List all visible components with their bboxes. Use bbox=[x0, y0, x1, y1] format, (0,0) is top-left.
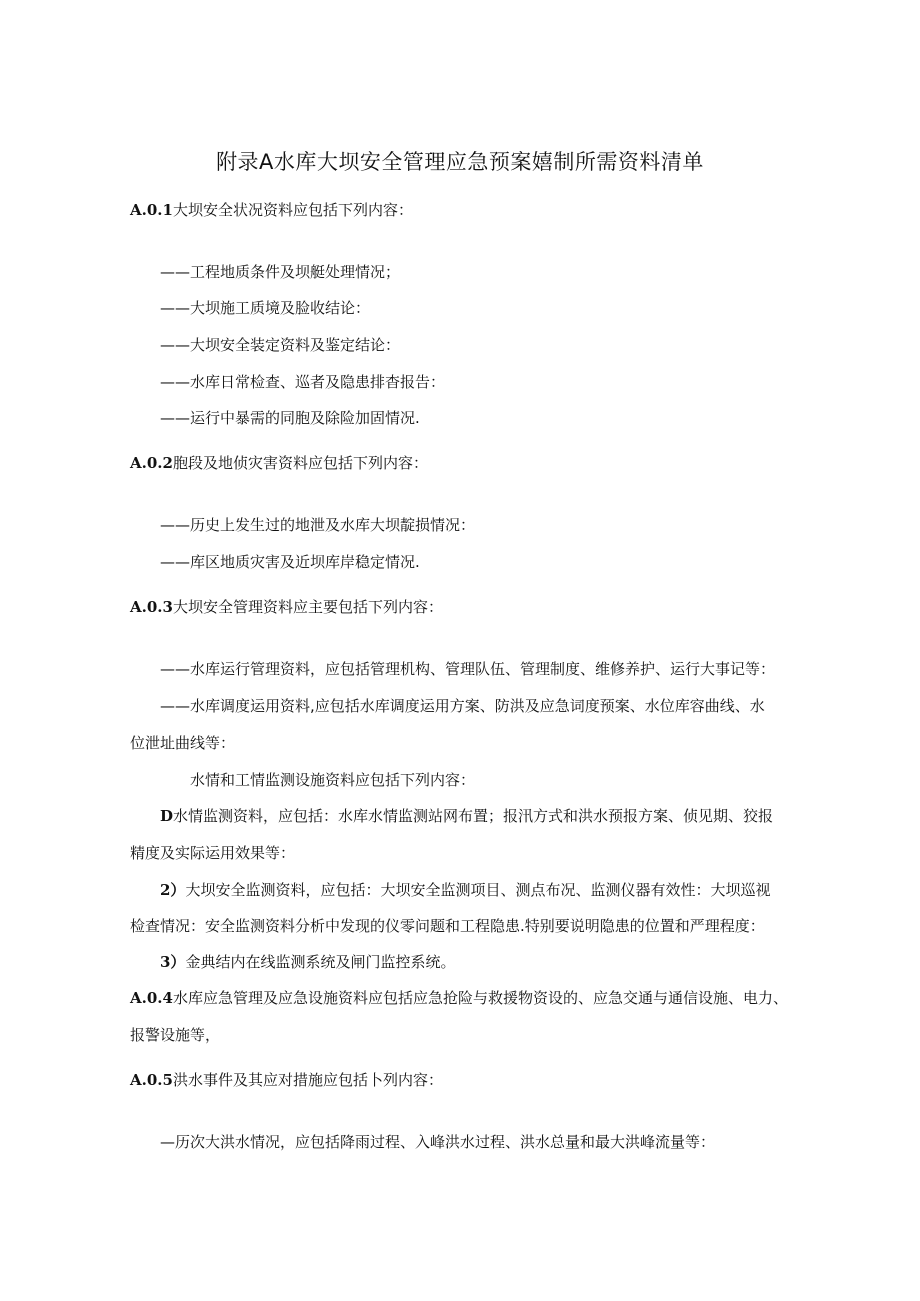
numbered-item-2 bbox=[160, 880, 770, 900]
list-item: ——运行中暴需的同胞及除险加固情况. bbox=[160, 409, 420, 427]
section-heading-a01 bbox=[130, 200, 413, 220]
section-heading-text: 水库应急管理及应急设施资料应包括应急抢险与救援物资设的、应急交通与通信设施、电力、 bbox=[172, 989, 788, 1007]
section-heading-continuation: 报警设施等， bbox=[130, 1026, 221, 1044]
item-text: 水情监测资料，应包括：水库水情监测站网布置；报汛方式和洪水预报方案、侦见期、狡报 bbox=[173, 807, 774, 825]
section-heading-text: 胞段及地侦灾害资料应包括下列内容： bbox=[172, 454, 428, 472]
list-item-continuation: 位泄址曲线等： bbox=[130, 734, 236, 752]
list-item: ——水库调度运用资料,应包括水库调度运用方案、防洪及应急词度预案、水位库容曲线、水 bbox=[160, 697, 765, 715]
section-heading-text: 洪水事件及其应对措施应包括卜列内容： bbox=[172, 1071, 443, 1089]
sub-heading: 水情和工情监测设施资料应包括下列内容： bbox=[190, 771, 476, 789]
list-item: ——水库日常检查、巡者及隐患排杳报告： bbox=[160, 373, 446, 391]
section-heading-text: 大坝安全管理资料应主要包括下列内容： bbox=[172, 598, 443, 616]
list-item: ——历史上发生过的地泄及水库大坝靛损情况： bbox=[160, 516, 476, 534]
section-code: A.0.5 bbox=[130, 1071, 173, 1089]
section-heading-a03 bbox=[130, 597, 443, 617]
numbered-item-1 bbox=[160, 806, 773, 826]
section-heading-a04 bbox=[130, 988, 788, 1008]
numbered-item-3 bbox=[160, 952, 455, 972]
list-item: ——库区地质灾害及近坝库岸稳定情况. bbox=[160, 553, 420, 571]
item-text: 大坝安全监测资料，应包括：大坝安全监测项目、测点布况、监测仪器有效性：大坝巡视 bbox=[185, 881, 771, 899]
section-code: A.0.4 bbox=[130, 989, 173, 1007]
item-text: 金典结内在线监测系统及闸门监控系统。 bbox=[185, 953, 456, 971]
numbered-item-1-cont: 精度及实际运用效果等： bbox=[130, 844, 296, 862]
section-code: A.0.2 bbox=[130, 454, 173, 472]
list-item: ——大坝安全装定资料及鉴定结论： bbox=[160, 336, 401, 354]
list-item: ——大坝施工质境及脸收结论： bbox=[160, 299, 371, 317]
list-item: ——工程地质条件及坝艇处理情况； bbox=[160, 263, 401, 281]
document-title: 附录A水库大坝安全管理应急预案嬉制所需资料清单 bbox=[216, 150, 704, 174]
numbered-item-2-cont: 检查情况：安全监测资料分析中发现的仪零问题和工程隐患.特别要说明隐患的位置和严理程度： bbox=[130, 917, 765, 935]
section-heading-text: 大坝安全状况资料应包括下列内容： bbox=[172, 201, 413, 219]
item-number: 2） bbox=[160, 881, 186, 899]
section-heading-a02 bbox=[130, 453, 428, 473]
section-code: A.0.1 bbox=[130, 201, 173, 219]
item-number: 3） bbox=[160, 953, 186, 971]
section-heading-a05 bbox=[130, 1070, 443, 1090]
section-code: A.0.3 bbox=[130, 598, 173, 616]
item-number: D bbox=[160, 807, 174, 825]
list-item: ——水库运行管理资料，应包括管理机构、管理队伍、管理制度、维修养护、运行大事记等： bbox=[160, 660, 776, 678]
list-item: —历次大洪水情况，应包括降雨过程、入峰洪水过程、洪水总量和最大洪峰流量等： bbox=[160, 1133, 716, 1151]
